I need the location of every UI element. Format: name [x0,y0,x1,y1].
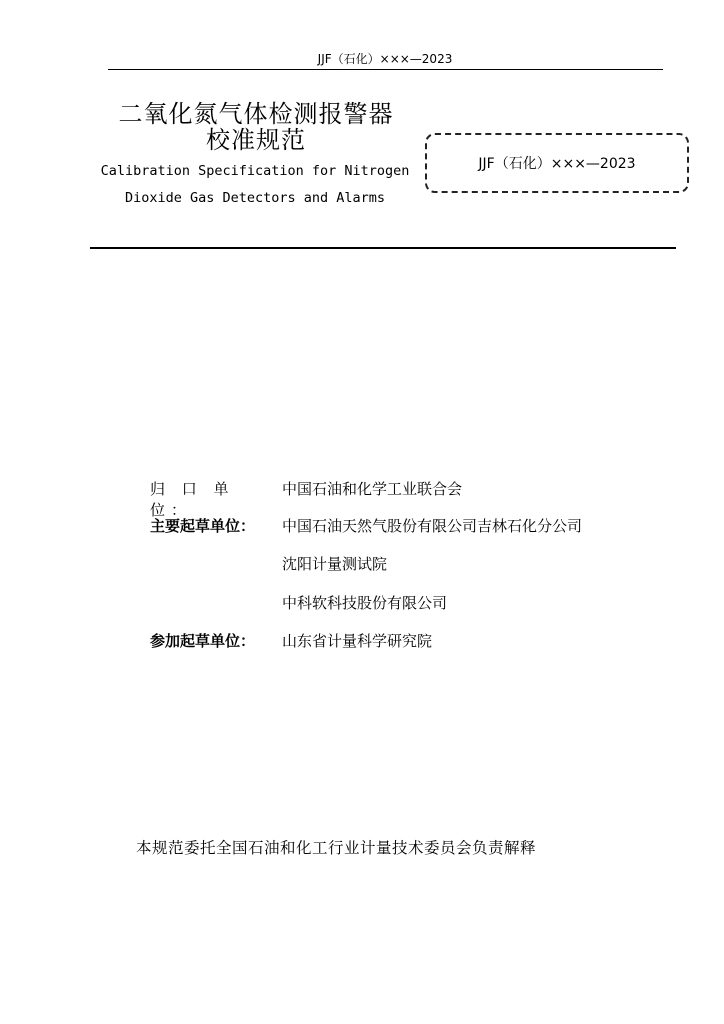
title-chinese-line1: 二氧化氮气体检测报警器 [118,100,394,128]
header-standard-code: JJF（石化）×××—2023 [317,52,453,66]
title-chinese-line2: 校准规范 [206,126,306,154]
centralized-unit-label-text: 归 口 单 位： [150,480,235,519]
standard-code-box [425,133,689,193]
main-drafting-unit-value-3: 中科软科技股份有限公司 [282,594,448,612]
interpretation-footnote: 本规范委托全国石油和化工行业计量技术委员会负责解释 [136,839,537,857]
centralized-unit-value: 中国石油和化学工业联合会 [282,480,463,498]
title-english-line1: Calibration Specification for Nitrogen [100,163,410,179]
main-drafting-unit-value-2: 沈阳计量测试院 [282,555,388,573]
participating-unit-label [150,630,270,651]
main-drafting-unit-label [150,515,270,536]
participating-unit-label-text: 参加起草单位： [150,632,256,650]
participating-unit-value: 山东省计量科学研究院 [282,632,433,650]
title-separator-rule [90,247,676,249]
title-english-line2: Dioxide Gas Detectors and Alarms [124,190,386,206]
standard-code-box-text: JJF（石化）×××—2023 [478,156,636,172]
centralized-unit-label [150,478,270,520]
main-drafting-unit-label-text: 主要起草单位： [150,517,256,535]
header-rule [108,69,663,70]
main-drafting-unit-value-1: 中国石油天然气股份有限公司吉林石化分公司 [282,517,583,535]
